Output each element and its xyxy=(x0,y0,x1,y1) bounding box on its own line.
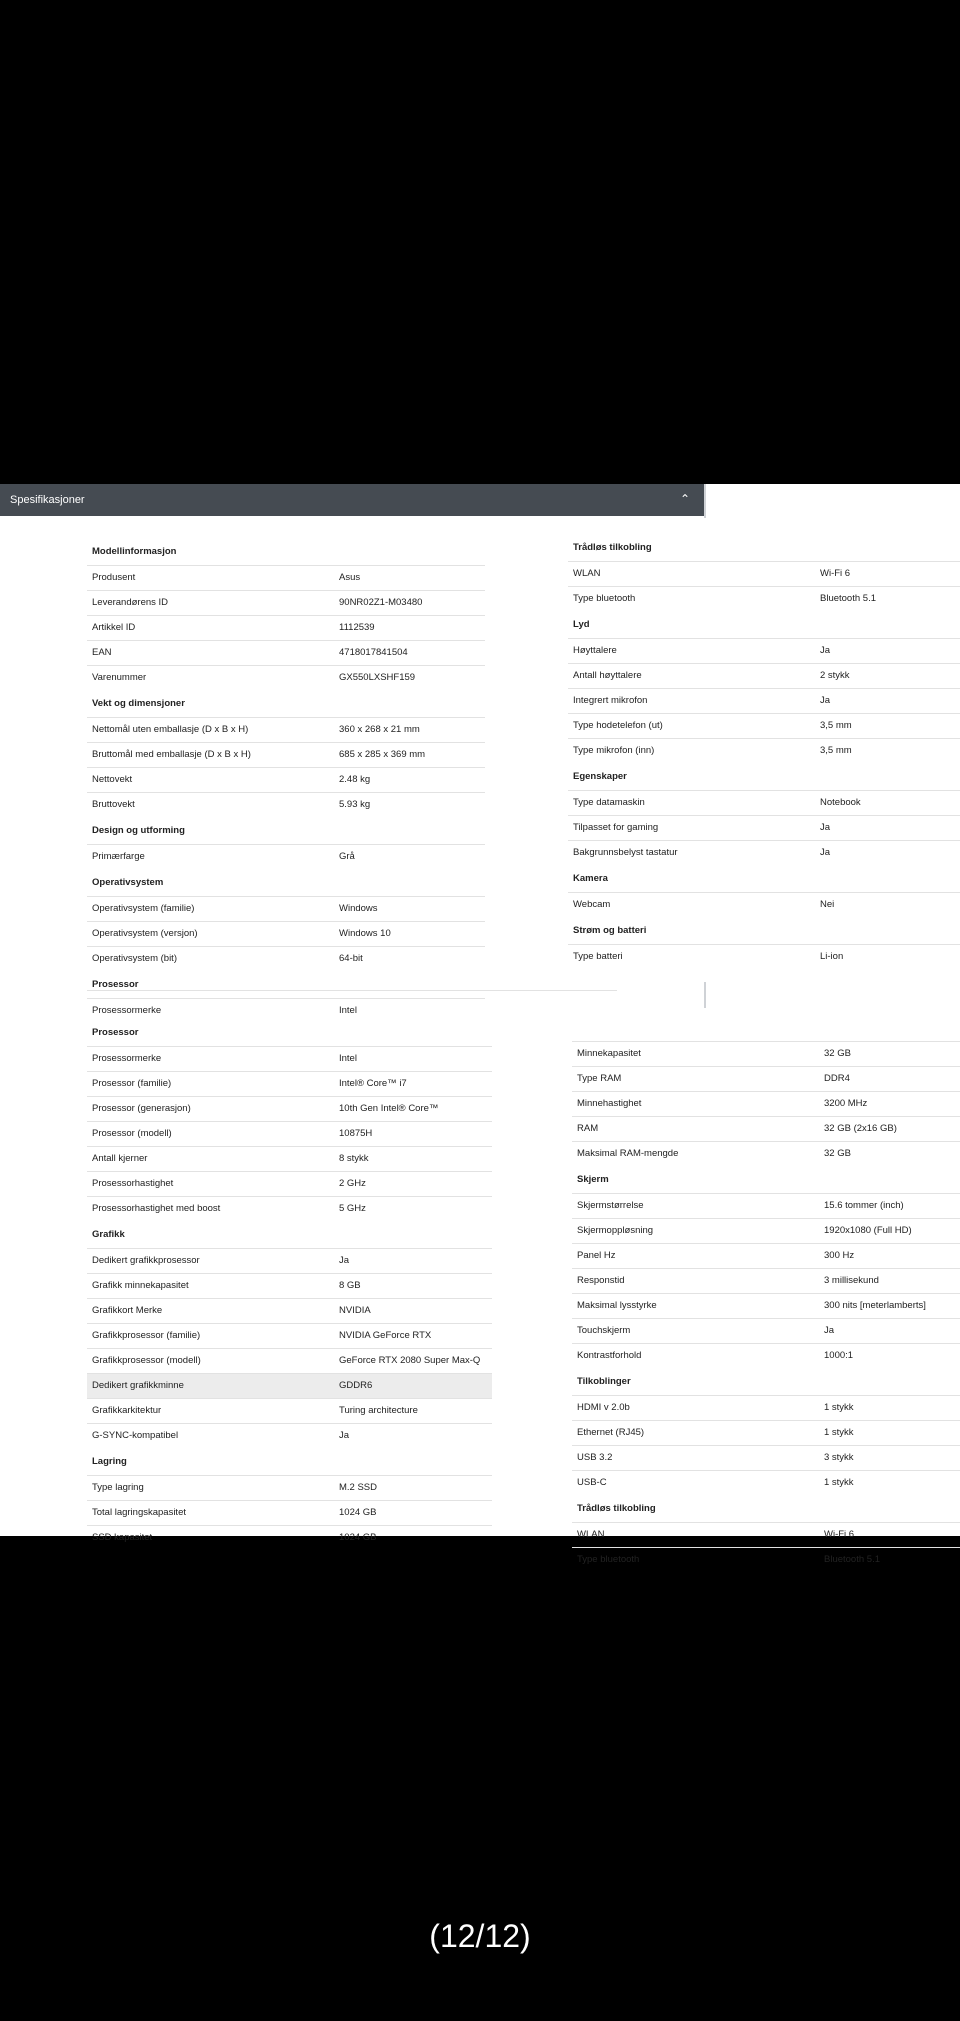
spec-label: Maksimal RAM-mengde xyxy=(577,1148,679,1159)
section-heading: Vekt og dimensjoner xyxy=(92,698,185,709)
spec-row xyxy=(568,663,960,688)
spec-row xyxy=(572,1445,960,1470)
spec-label: Nettovekt xyxy=(92,774,133,785)
spec-label: WLAN xyxy=(573,568,601,579)
spec-row xyxy=(87,767,485,792)
spec-label: Webcam xyxy=(573,899,611,910)
spec-label: Prosessor (familie) xyxy=(92,1078,172,1089)
spec-label: Prosessorhastighet xyxy=(92,1178,174,1189)
spec-column-3 xyxy=(87,1019,492,1550)
spec-label: Bakgrunnsbelyst tastatur xyxy=(573,847,678,858)
spec-row xyxy=(87,946,485,971)
spec-row xyxy=(572,1066,960,1091)
divider xyxy=(704,982,706,1008)
spec-value: 4718017841504 xyxy=(339,647,408,658)
spec-row xyxy=(568,561,960,586)
spec-row xyxy=(87,1398,492,1423)
spec-row xyxy=(572,1420,960,1445)
spec-value: 15.6 tommer (inch) xyxy=(824,1200,904,1211)
spec-label: Grafikk minnekapasitet xyxy=(92,1280,189,1291)
spec-row xyxy=(87,717,485,742)
spec-accordion-header[interactable] xyxy=(0,484,704,516)
spec-label: Operativsystem (familie) xyxy=(92,903,195,914)
spec-label: Type lagring xyxy=(92,1482,144,1493)
section-heading: Tilkoblinger xyxy=(577,1376,631,1387)
spec-row xyxy=(87,1273,492,1298)
spec-row xyxy=(568,840,960,865)
spec-value: 2 GHz xyxy=(339,1178,366,1189)
spec-label: Operativsystem (versjon) xyxy=(92,928,198,939)
section-heading: Prosessor xyxy=(92,979,139,990)
spec-label: Touchskjerm xyxy=(577,1325,631,1336)
spec-row xyxy=(572,1091,960,1116)
spec-value: 1024 GB xyxy=(339,1532,377,1543)
spec-value: Ja xyxy=(820,847,831,858)
spec-value: 3 stykk xyxy=(824,1452,854,1463)
spec-label: Kontrastforhold xyxy=(577,1350,642,1361)
spec-label: Bruttovekt xyxy=(92,799,135,810)
spec-label: Panel Hz xyxy=(577,1250,616,1261)
spec-row xyxy=(568,688,960,713)
spec-value: 10875H xyxy=(339,1128,373,1139)
spec-row xyxy=(87,1348,492,1373)
spec-row xyxy=(568,892,960,917)
spec-row xyxy=(572,1547,960,1572)
spec-label: Type bluetooth xyxy=(573,593,636,604)
spec-label: Artikkel ID xyxy=(92,622,136,633)
spec-row xyxy=(87,565,485,590)
spec-value: M.2 SSD xyxy=(339,1482,378,1493)
spec-row xyxy=(87,665,485,690)
spec-row xyxy=(572,1243,960,1268)
spec-row xyxy=(87,615,485,640)
spec-label: Maksimal lysstyrke xyxy=(577,1300,657,1311)
spec-row xyxy=(87,1046,492,1071)
spec-value: 2 stykk xyxy=(820,670,850,681)
spec-value: 5 GHz xyxy=(339,1203,366,1214)
spec-value: 1 stykk xyxy=(824,1477,854,1488)
spec-value: 1000:1 xyxy=(824,1350,854,1361)
spec-value: 90NR02Z1-M03480 xyxy=(339,597,423,608)
spec-label: Primærfarge xyxy=(92,851,145,862)
spec-value: GDDR6 xyxy=(339,1380,373,1391)
spec-row xyxy=(87,1248,492,1273)
spec-row xyxy=(87,1096,492,1121)
spec-label: Nettomål uten emballasje (D x B x H) xyxy=(92,724,249,735)
spec-title: Spesifikasjoner xyxy=(10,494,85,506)
spec-label: Tilpasset for gaming xyxy=(573,822,659,833)
spec-label: Grafikkprosessor (familie) xyxy=(92,1330,201,1341)
spec-value: Ja xyxy=(824,1325,835,1336)
spec-label: Leverandørens ID xyxy=(92,597,169,608)
spec-label: Type mikrofon (inn) xyxy=(573,745,655,756)
section-heading: Lyd xyxy=(573,619,590,630)
divider xyxy=(87,990,617,991)
spec-value: 1 stykk xyxy=(824,1427,854,1438)
spec-label: WLAN xyxy=(577,1529,605,1540)
spec-label: Skjermstørrelse xyxy=(577,1200,644,1211)
spec-row xyxy=(568,713,960,738)
spec-value: Grå xyxy=(339,851,355,862)
spec-column-2 xyxy=(568,534,960,969)
spec-row xyxy=(572,1522,960,1547)
spec-label: Type batteri xyxy=(573,951,623,962)
spec-label: Bruttomål med emballasje (D x B x H) xyxy=(92,749,251,760)
spec-label: Grafikkprosessor (modell) xyxy=(92,1355,201,1366)
spec-value: 32 GB xyxy=(824,1048,851,1059)
spec-value: Ja xyxy=(339,1255,350,1266)
spec-value: Notebook xyxy=(820,797,861,808)
spec-value: Windows 10 xyxy=(339,928,391,939)
spec-value: Intel xyxy=(339,1053,357,1064)
section-heading: Modellinformasjon xyxy=(92,546,177,557)
spec-label: Responstid xyxy=(577,1275,625,1286)
spec-row xyxy=(572,1218,960,1243)
spec-value: Bluetooth 5.1 xyxy=(820,593,876,604)
spec-value: GeForce RTX 2080 Super Max-Q xyxy=(339,1355,481,1366)
spec-label: Type datamaskin xyxy=(573,797,645,808)
spec-row xyxy=(568,944,960,969)
spec-label: Prosessormerke xyxy=(92,1005,162,1016)
spec-value: 32 GB (2x16 GB) xyxy=(824,1123,897,1134)
spec-label: Antall kjerner xyxy=(92,1153,148,1164)
spec-label: Prosessor (modell) xyxy=(92,1128,172,1139)
spec-value: 1 stykk xyxy=(824,1402,854,1413)
spec-value: Asus xyxy=(339,572,361,583)
screenshot-panel xyxy=(0,484,960,1565)
spec-value: 8 GB xyxy=(339,1280,361,1291)
spec-row xyxy=(572,1293,960,1318)
spec-value: Intel® Core™ i7 xyxy=(339,1078,407,1089)
spec-row xyxy=(87,1196,492,1221)
spec-value: DDR4 xyxy=(824,1073,850,1084)
section-heading xyxy=(572,1014,960,1041)
spec-row xyxy=(572,1343,960,1368)
spec-row xyxy=(87,921,485,946)
spec-label: Varenummer xyxy=(92,672,147,683)
spec-value: Ja xyxy=(339,1430,350,1441)
spec-label: Grafikkarkitektur xyxy=(92,1405,162,1416)
spec-label: USB-C xyxy=(577,1477,607,1488)
spec-label: Prosessor (generasjon) xyxy=(92,1103,191,1114)
divider xyxy=(704,484,706,518)
spec-value: 5.93 kg xyxy=(339,799,371,810)
spec-value: 300 nits [meterlamberts] xyxy=(824,1300,926,1311)
spec-row xyxy=(87,792,485,817)
spec-row xyxy=(87,1323,492,1348)
section-heading: Skjerm xyxy=(577,1174,609,1185)
spec-value: 3,5 mm xyxy=(820,745,852,756)
spec-label: Type bluetooth xyxy=(577,1554,640,1565)
spec-row xyxy=(87,1373,492,1398)
spec-label: Høyttalere xyxy=(573,645,617,656)
spec-label: EAN xyxy=(92,647,112,658)
chevron-up-icon[interactable]: ⌃ xyxy=(679,492,690,506)
spec-row xyxy=(87,896,485,921)
spec-label: Prosessorhastighet med boost xyxy=(92,1203,221,1214)
spec-value: 1920x1080 (Full HD) xyxy=(824,1225,912,1236)
section-heading: Grafikk xyxy=(92,1229,125,1240)
spec-row xyxy=(572,1141,960,1166)
spec-row xyxy=(87,1423,492,1448)
spec-value: Bluetooth 5.1 xyxy=(824,1554,880,1565)
spec-label: G-SYNC-kompatibel xyxy=(92,1430,179,1441)
spec-row xyxy=(572,1268,960,1293)
spec-row xyxy=(87,590,485,615)
section-heading: Kamera xyxy=(573,873,608,884)
spec-value: 10th Gen Intel® Core™ xyxy=(339,1103,439,1114)
spec-label: HDMI v 2.0b xyxy=(577,1402,630,1413)
spec-label: Minnekapasitet xyxy=(577,1048,641,1059)
spec-column-4 xyxy=(572,1014,960,1572)
spec-label: USB 3.2 xyxy=(577,1452,613,1463)
spec-label: Operativsystem (bit) xyxy=(92,953,177,964)
spec-row xyxy=(87,1171,492,1196)
spec-label: Total lagringskapasitet xyxy=(92,1507,186,1518)
page-counter: (12/12) xyxy=(429,1918,531,1954)
spec-label: Type hodetelefon (ut) xyxy=(573,720,663,731)
spec-label: Skjermoppløsning xyxy=(577,1225,654,1236)
spec-value: Wi-Fi 6 xyxy=(824,1529,855,1540)
section-heading: Lagring xyxy=(92,1456,127,1467)
spec-label: SSD kapasitet xyxy=(92,1532,153,1543)
spec-row xyxy=(87,640,485,665)
spec-row xyxy=(87,742,485,767)
spec-value: Intel xyxy=(339,1005,357,1016)
spec-row xyxy=(568,586,960,611)
spec-row xyxy=(572,1395,960,1420)
spec-row xyxy=(87,1121,492,1146)
spec-row xyxy=(568,790,960,815)
spec-label: Dedikert grafikkminne xyxy=(92,1380,184,1391)
spec-row xyxy=(87,1475,492,1500)
spec-row xyxy=(572,1193,960,1218)
spec-value: 1112539 xyxy=(339,622,375,633)
spec-row xyxy=(87,1071,492,1096)
spec-value: 2.48 kg xyxy=(339,774,371,785)
section-heading: Strøm og batteri xyxy=(573,925,647,936)
spec-value: 3200 MHz xyxy=(824,1098,868,1109)
spec-row xyxy=(572,1116,960,1141)
spec-value: Turing architecture xyxy=(339,1405,418,1416)
section-heading: Trådløs tilkobling xyxy=(573,542,652,553)
spec-value: Li-ion xyxy=(820,951,844,962)
section-heading: Prosessor xyxy=(92,1027,139,1038)
spec-label: Prosessormerke xyxy=(92,1053,162,1064)
spec-row xyxy=(87,1525,492,1550)
spec-value: Wi-Fi 6 xyxy=(820,568,851,579)
spec-column-1 xyxy=(87,538,485,1023)
spec-label: Type RAM xyxy=(577,1073,622,1084)
spec-label: Dedikert grafikkprosessor xyxy=(92,1255,200,1266)
spec-label: RAM xyxy=(577,1123,599,1134)
spec-value: 32 GB xyxy=(824,1148,851,1159)
spec-value: 3,5 mm xyxy=(820,720,852,731)
spec-value: 300 Hz xyxy=(824,1250,855,1261)
spec-row xyxy=(572,1318,960,1343)
spec-label: Produsent xyxy=(92,572,136,583)
spec-value: 3 millisekund xyxy=(824,1275,879,1286)
spec-row xyxy=(87,844,485,869)
spec-row xyxy=(572,1041,960,1066)
section-heading: Trådløs tilkobling xyxy=(577,1503,656,1514)
spec-value: Nei xyxy=(820,899,835,910)
spec-label: Antall høyttalere xyxy=(573,670,642,681)
spec-value: 64-bit xyxy=(339,953,363,964)
spec-label: Integrert mikrofon xyxy=(573,695,648,706)
spec-row xyxy=(87,1298,492,1323)
section-heading: Design og utforming xyxy=(92,825,185,836)
spec-value: 8 stykk xyxy=(339,1153,369,1164)
spec-row xyxy=(572,1470,960,1495)
spec-row xyxy=(87,1146,492,1171)
spec-value: Ja xyxy=(820,645,831,656)
spec-row xyxy=(568,738,960,763)
spec-value: NVIDIA xyxy=(339,1305,371,1316)
spec-label: Ethernet (RJ45) xyxy=(577,1427,645,1438)
spec-row xyxy=(568,638,960,663)
section-heading: Egenskaper xyxy=(573,771,627,782)
spec-value: Ja xyxy=(820,695,831,706)
spec-label: Minnehastighet xyxy=(577,1098,642,1109)
spec-value: 360 x 268 x 21 mm xyxy=(339,724,420,735)
spec-value: Ja xyxy=(820,822,831,833)
spec-value: 1024 GB xyxy=(339,1507,377,1518)
section-heading: Operativsystem xyxy=(92,877,164,888)
spec-row xyxy=(568,815,960,840)
spec-value: NVIDIA GeForce RTX xyxy=(339,1330,432,1341)
spec-label: Grafikkort Merke xyxy=(92,1305,163,1316)
spec-value: GX550LXSHF159 xyxy=(339,672,416,683)
spec-row xyxy=(87,1500,492,1525)
spec-value: Windows xyxy=(339,903,378,914)
spec-value: 685 x 285 x 369 mm xyxy=(339,749,426,760)
